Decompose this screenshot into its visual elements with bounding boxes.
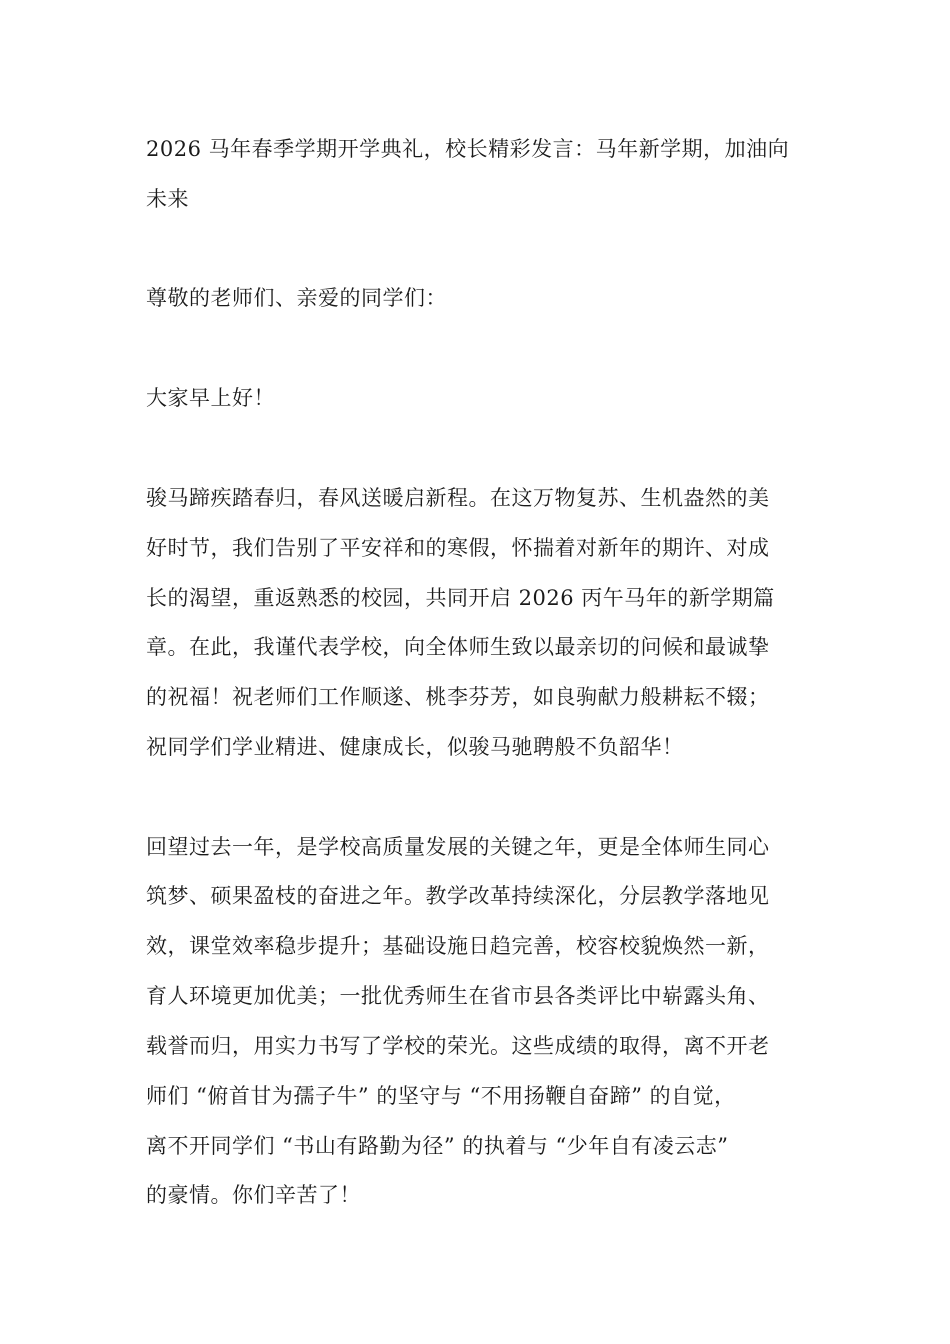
paragraph-1-line-3: 长的渴望，重返熟悉的校园，共同开启 2026 丙午马年的新学期篇 <box>146 586 775 610</box>
paragraph-2-line-1: 回望过去一年，是学校高质量发展的关键之年，更是全体师生同心 <box>146 835 770 859</box>
document-title-line-2: 未来 <box>146 187 189 211</box>
paragraph-2-line-4: 育人环境更加优美；一批优秀师生在省市县各类评比中崭露头角、 <box>146 984 770 1008</box>
greeting: 大家早上好！ <box>146 386 275 410</box>
paragraph-1-line-4: 章。在此，我谨代表学校，向全体师生致以最亲切的问候和最诚挚 <box>146 635 770 659</box>
paragraph-2-line-7: 离不开同学们 “书山有路勤为径” 的执着与 “少年自有凌云志” <box>146 1134 729 1158</box>
paragraph-2-line-3: 效，课堂效率稳步提升；基础设施日趋完善，校容校貌焕然一新， <box>146 934 770 958</box>
paragraph-2-line-6: 师们 “俯首甘为孺子牛” 的坚守与 “不用扬鞭自奋蹄” 的自觉， <box>146 1084 736 1108</box>
paragraph-2-line-5: 载誉而归，用实力书写了学校的荣光。这些成绩的取得，离不开老 <box>146 1034 770 1058</box>
paragraph-2-line-8: 的豪情。你们辛苦了！ <box>146 1183 361 1207</box>
paragraph-1-line-1: 骏马蹄疾踏春归，春风送暖启新程。在这万物复苏、生机盎然的美 <box>146 486 770 510</box>
paragraph-1-line-2: 好时节，我们告别了平安祥和的寒假，怀揣着对新年的期许、对成 <box>146 536 770 560</box>
document-title-line-1: 2026 马年春季学期开学典礼，校长精彩发言：马年新学期，加油向 <box>146 137 790 161</box>
paragraph-1-line-5: 的祝福！祝老师们工作顺遂、桃李芬芳，如良驹献力般耕耘不辍； <box>146 685 770 709</box>
paragraph-1-line-6: 祝同学们学业精进、健康成长，似骏马驰聘般不负韶华！ <box>146 735 684 759</box>
salutation: 尊敬的老师们、亲爱的同学们： <box>146 286 447 310</box>
paragraph-2-line-2: 筑梦、硕果盈枝的奋进之年。教学改革持续深化，分层教学落地见 <box>146 884 770 908</box>
